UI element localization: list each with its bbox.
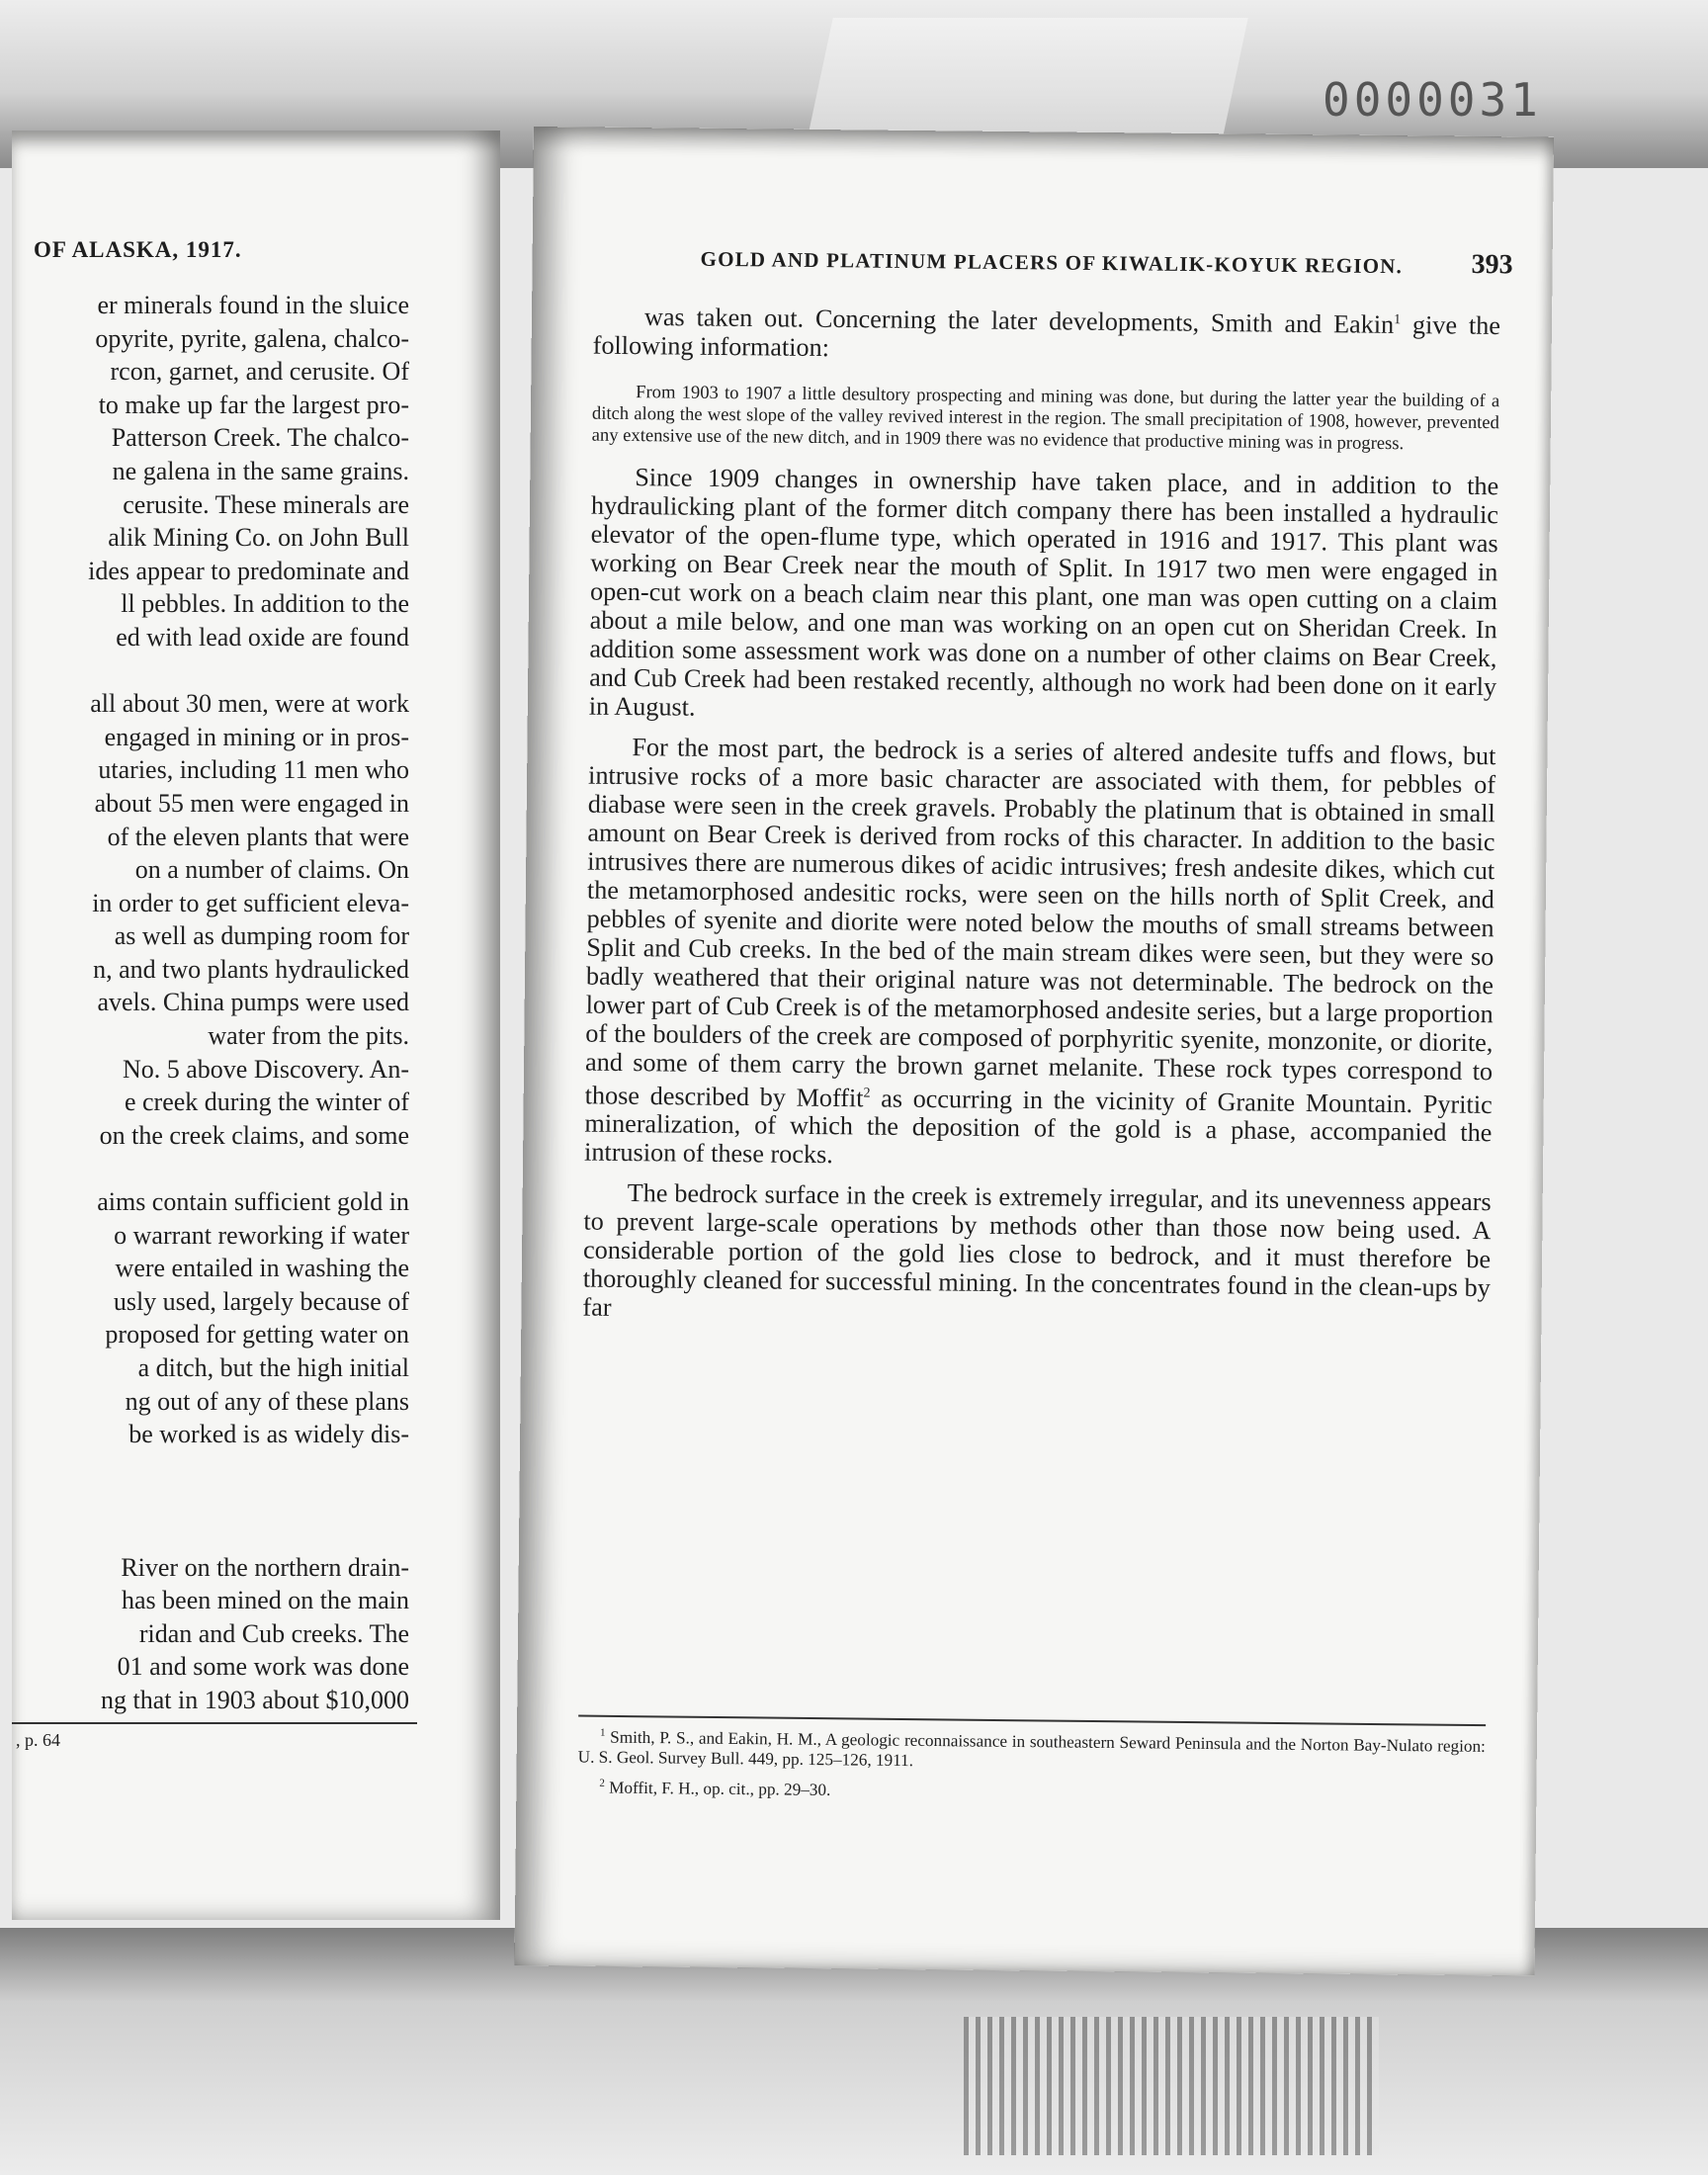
paragraph-ownership: Since 1909 changes in ownership have taken place, and in addition to the hydraulicking plant of the former ditch company there has been installed a hydraulic elevator of the open-flume type, which operated in 1916 and 1917. This plant was working on Bear Creek near the mouth of Split. In 1917 two men were engaged in open-cut work on a beach claim near this plant, one man was open cutting on a claim about a mile below, and one man was working on an open cut on Sheridan Creek. In addition some assessment work was done on a number of other claims on Bear Creek, and Cub Creek had been restaked recently, although no work had been done on it early in August. <box>588 462 1499 722</box>
left-footnote <box>12 1722 417 1751</box>
left-text-line: engaged in mining or in pros- <box>104 722 409 751</box>
left-text-line: ridan and Cub creeks. The <box>138 1618 409 1648</box>
paragraph-bedrock <box>584 732 1496 1175</box>
left-text-line: proposed for getting water on <box>105 1320 409 1349</box>
left-text-line: in order to get sufficient eleva- <box>92 888 409 917</box>
left-text-line: e creek during the winter of <box>124 1088 409 1117</box>
footnote-1-mark: 1 <box>599 1726 606 1739</box>
block-quote: From 1903 to 1907 a little desultory prospecting and mining was done, but during the latter year the building of a ditch along the west slope of the valley revived interest in the region. The small precipitation of 1908, however, prevented any extensive use of the new ditch, and in 1909 there was no evidence that productive mining was in progress. <box>591 381 1500 454</box>
left-text-line: to make up far the largest pro- <box>98 390 409 419</box>
left-text-line: a ditch, but the high initial <box>137 1353 409 1382</box>
left-text-line: on a number of claims. On <box>134 855 409 885</box>
left-text-line: ng that in 1903 about $10,000 <box>101 1685 409 1714</box>
line-gap <box>12 654 409 688</box>
left-text-line: River on the northern drain- <box>121 1552 409 1582</box>
left-text-line: as well as dumping room for <box>114 921 409 951</box>
running-head: GOLD AND PLATINUM PLACERS OF KIWALIK-KOYUK REGION. <box>700 246 1404 279</box>
left-text-line: rcon, garnet, and cerusite. Of <box>110 357 409 387</box>
left-text-line: avels. China pumps were used <box>97 988 409 1017</box>
footnote-2 <box>577 1773 1485 1806</box>
left-text-line: ne galena in the same grains. <box>112 456 409 485</box>
footnote-ref-1: 1 <box>1394 312 1402 328</box>
footnote-1-text: Smith, P. S., and Eakin, H. M., A geologic reconnaissance in southeastern Seward Peninsula and the Norton Bay-Nulato region: U. S. Geol. Survey Bull. 449, pp. 125–126, 1911. <box>577 1727 1486 1770</box>
left-text-line: has been mined on the main <box>122 1586 409 1615</box>
left-text-line: er minerals found in the sluice <box>97 291 409 319</box>
left-text-line: 01 and some work was done <box>117 1652 409 1682</box>
paragraph-intro-text-cont: give the following information: <box>592 309 1501 362</box>
left-text-line: were entailed in washing the <box>115 1254 409 1283</box>
left-text-line: of the eleven plants that were <box>107 822 409 851</box>
paragraph-bedrock-text-cont: as occurring in the vicinity of Granite Mountain. Pyritic mineralization, of which the deposition of the gold is a phase, accompanied the intrusion of these rocks. <box>583 1084 1493 1170</box>
left-text-line: on the creek claims, and some <box>99 1120 409 1150</box>
footnote-1 <box>578 1723 1486 1777</box>
paragraph-intro-text: was taken out. Concerning the later developments, Smith and Eakin <box>643 302 1395 339</box>
footnote-2-mark: 2 <box>599 1777 606 1789</box>
paragraph-intro <box>593 298 1501 369</box>
left-text-line: alik Mining Co. on John Bull <box>108 523 409 553</box>
left-text-line: No. 5 above Discovery. An- <box>122 1054 409 1084</box>
left-text-line: cerusite. These minerals are <box>123 489 409 519</box>
left-text-line: be worked is as widely dis- <box>128 1420 409 1449</box>
left-page <box>12 130 500 1920</box>
main-text <box>582 298 1500 1332</box>
paper-flap <box>808 18 1248 136</box>
line-gap <box>12 1518 409 1551</box>
left-footnote-text: , p. 64 <box>16 1730 60 1750</box>
left-text-line: Patterson Creek. The chalco- <box>111 423 409 453</box>
footnote-ref-2: 2 <box>863 1086 871 1101</box>
left-text-line: ng out of any of these plans <box>125 1386 409 1416</box>
left-text-line: opyrite, pyrite, galena, chalco- <box>95 323 409 353</box>
right-page <box>515 127 1554 1976</box>
left-text-line: ides appear to predominate and <box>88 556 409 585</box>
page-number: 393 <box>1471 248 1513 281</box>
line-gap <box>12 1152 409 1185</box>
paragraph-bedrock-text: For the most part, the bedrock is a series of altered andesite tuffs and flows, but intrusive rocks of a more basic character are associated with them, for pebbles of diabase were seen in the creek gravels. Probably the platinum that is obtained in small amount on Bear Creek is derived from rocks of this character. In addition to the basic intrusives there are numerous dikes of acidic intrusives; fresh andesite dikes, which cut the metamorphosed andesitic rocks, were seen on the hills north of Split Creek, and pebbles of syenite and diorite were noted below the mouths of small streams between Split and Cub creeks. In the bed of the main stream dikes were seen, but they were so badly weathered that their original nature was not determinable. The bedrock on the lower part of Cub Creek is of the metamorphosed andesite series, but a large proportion of the boulders of the creek are composed of porphyritic syenite, monzonite, or diorite, and some of them carry the brown garnet melanite. These rock types correspond to those described by Moffit <box>584 732 1496 1113</box>
footnote-2-text: Moffit, F. H., op. cit., pp. 29–30. <box>609 1778 831 1799</box>
left-text-line: ed with lead oxide are found <box>116 622 409 652</box>
line-gap <box>12 1484 409 1518</box>
left-running-head: OF ALASKA, 1917. <box>34 237 242 262</box>
left-text-line: usly used, largely because of <box>113 1286 409 1316</box>
left-text-line: n, and two plants hydraulicked <box>93 954 409 984</box>
footnotes <box>577 1715 1486 1813</box>
left-text-line: aims contain sufficient gold in <box>97 1187 409 1217</box>
line-gap <box>12 1451 409 1485</box>
left-page-text-column <box>12 289 409 1717</box>
left-text-line: ll pebbles. In addition to the <box>121 589 409 619</box>
binding-edge-artifact <box>964 2017 1379 2155</box>
left-text-line: o warrant reworking if water <box>114 1220 409 1250</box>
left-text-line: water from the pits. <box>208 1021 409 1051</box>
left-text-line: utaries, including 11 men who <box>98 755 409 785</box>
document-stamp-number: 0000031 <box>1323 73 1542 127</box>
left-text-line: all about 30 men, were at work <box>90 689 409 719</box>
left-text-line: about 55 men were engaged in <box>94 788 409 818</box>
paragraph-surface: The bedrock surface in the creek is extremely irregular, and its unevenness appears to prevent large-scale operations by methods other than those now being used. A considerable portion of the gold lies close to bedrock, and it must therefore be thoroughly cleaned for successful mining. In the concentrates found in the clean-ups by far <box>582 1178 1492 1323</box>
